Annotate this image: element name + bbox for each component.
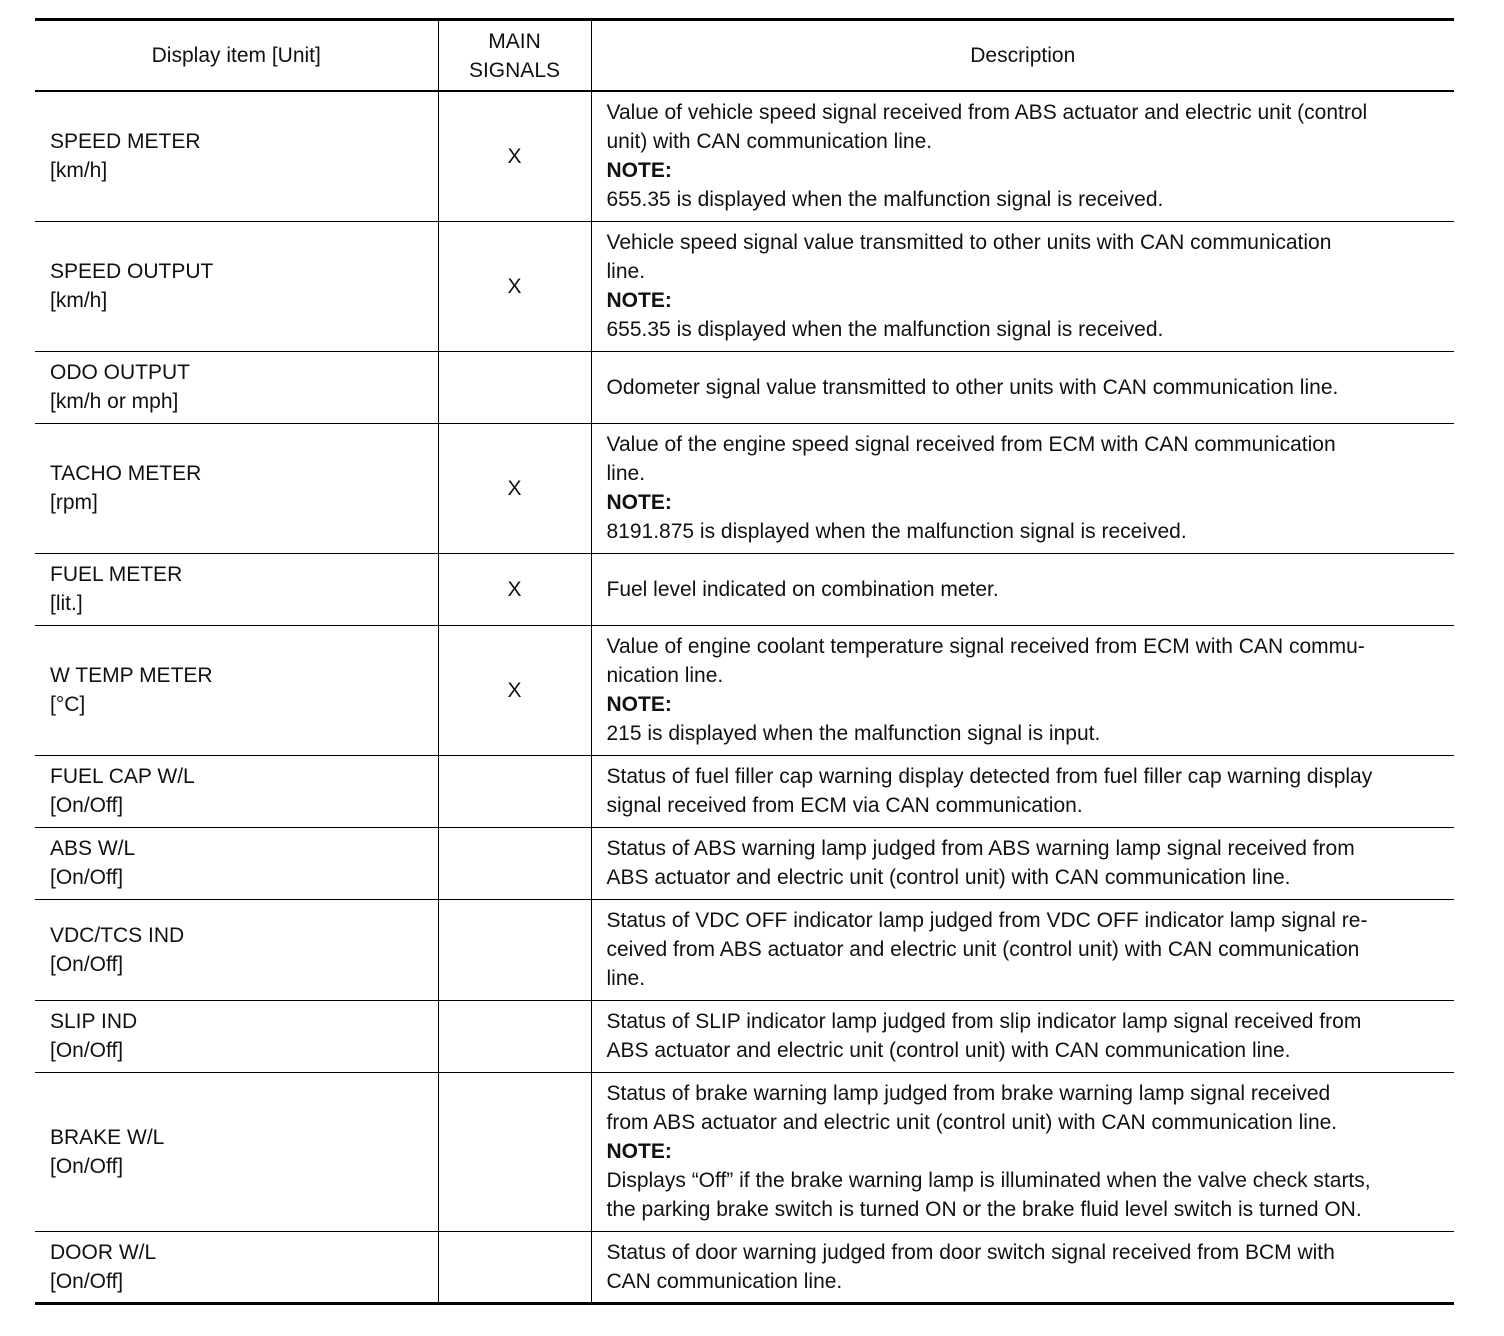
note-label: NOTE: — [606, 491, 672, 514]
signal-table — [35, 18, 1454, 1305]
display-item-cell — [35, 625, 438, 755]
note-line: Displays “Off” if the brake warning lamp is illuminated when the valve check starts, — [606, 1169, 1371, 1192]
description-line: Status of SLIP indicator lamp judged from slip indicator lamp signal received from — [606, 1010, 1362, 1033]
description-cell — [591, 351, 1454, 423]
display-item-cell — [35, 1072, 438, 1231]
table-row — [35, 1000, 1454, 1072]
note-line: 655.35 is displayed when the malfunction signal is received. — [606, 188, 1164, 212]
main-signal-cell — [438, 625, 591, 755]
note-label: NOTE: — [606, 693, 672, 716]
description-cell — [591, 553, 1454, 625]
display-item-cell — [35, 755, 438, 827]
description-line: nication line. — [606, 664, 724, 687]
description-cell — [591, 625, 1454, 755]
description-line: ABS actuator and electric unit (control unit) with CAN communication line. — [606, 866, 1291, 889]
display-item-name: ABS W/L — [50, 837, 136, 860]
table-row — [35, 827, 1454, 899]
description-line: Value of the engine speed signal received from ECM with CAN communication — [606, 433, 1336, 456]
signal-table-wrapper — [35, 18, 1454, 1305]
display-item-name: FUEL METER — [50, 563, 183, 586]
display-item-unit: [On/Off] — [50, 1039, 124, 1062]
description-cell — [591, 91, 1454, 221]
description-line: ceived from ABS actuator and electric unit (control unit) with CAN communication — [606, 938, 1360, 961]
display-item-name: FUEL CAP W/L — [50, 765, 195, 788]
display-item-cell — [35, 423, 438, 553]
main-signal-cell — [438, 423, 591, 553]
display-item-unit: [°C] — [50, 693, 86, 716]
display-item-cell — [35, 1231, 438, 1303]
description-line: Status of ABS warning lamp judged from ABS warning lamp signal received from — [606, 837, 1355, 860]
display-item-unit: [km/h] — [50, 289, 108, 312]
main-signal-cell — [438, 553, 591, 625]
description-line: Status of VDC OFF indicator lamp judged from VDC OFF indicator lamp signal re- — [606, 909, 1368, 932]
header-main-line2: SIGNALS — [468, 58, 561, 82]
display-item-name: SLIP IND — [50, 1010, 138, 1033]
main-signal-cell — [438, 827, 591, 899]
table-row — [35, 1072, 1454, 1231]
main-signal-cell — [438, 899, 591, 1000]
description-cell — [591, 755, 1454, 827]
description-cell — [591, 899, 1454, 1000]
main-signal-mark: X — [507, 678, 522, 702]
display-item-unit: [lit.] — [50, 592, 83, 615]
table-row — [35, 553, 1454, 625]
header-description: Description — [591, 20, 1454, 92]
table-body — [35, 91, 1454, 1303]
description-cell — [591, 1000, 1454, 1072]
description-line: line. — [606, 967, 646, 990]
display-item-name: ODO OUTPUT — [50, 361, 190, 384]
main-signal-mark: X — [507, 577, 522, 601]
description-line: Odometer signal value transmitted to other units with CAN communication line. — [606, 375, 1339, 399]
table-row — [35, 221, 1454, 351]
display-item-name: SPEED METER — [50, 130, 201, 154]
description-line: Value of engine coolant temperature signal received from ECM with CAN commu- — [606, 635, 1365, 658]
table-row — [35, 423, 1454, 553]
description-cell — [591, 221, 1454, 351]
note-label: NOTE: — [606, 1140, 672, 1163]
description-line: line. — [606, 462, 646, 485]
description-line: CAN communication line. — [606, 1269, 843, 1293]
display-item-name: DOOR W/L — [50, 1240, 157, 1264]
display-item-unit: [On/Off] — [50, 794, 124, 817]
display-item-name: VDC/TCS IND — [50, 923, 185, 947]
main-signal-cell — [438, 351, 591, 423]
description-line: Fuel level indicated on combination meter. — [606, 577, 999, 601]
display-item-name: BRAKE W/L — [50, 1125, 165, 1149]
table-row — [35, 899, 1454, 1000]
display-item-unit: [km/h] — [50, 159, 108, 183]
description-line: unit) with CAN communication line. — [606, 130, 933, 154]
description-line: Value of vehicle speed signal received from ABS actuator and electric unit (control — [606, 101, 1368, 125]
display-item-cell — [35, 899, 438, 1000]
display-item-name: SPEED OUTPUT — [50, 260, 214, 283]
main-signal-cell — [438, 755, 591, 827]
note-label: NOTE: — [606, 159, 672, 183]
description-line: Status of fuel filler cap warning display detected from fuel filler cap warning display — [606, 765, 1373, 788]
display-item-cell — [35, 91, 438, 221]
table-row — [35, 91, 1454, 221]
display-item-unit: [On/Off] — [50, 1269, 124, 1293]
description-cell — [591, 1072, 1454, 1231]
description-line: from ABS actuator and electric unit (control unit) with CAN communication line. — [606, 1111, 1338, 1134]
description-line: Status of brake warning lamp judged from brake warning lamp signal received — [606, 1082, 1331, 1105]
description-line: Status of door warning judged from door switch signal received from BCM with — [606, 1240, 1335, 1264]
table-row — [35, 755, 1454, 827]
description-cell — [591, 827, 1454, 899]
description-line: line. — [606, 260, 646, 283]
display-item-cell — [35, 351, 438, 423]
table-row — [35, 351, 1454, 423]
display-item-unit: [On/Off] — [50, 1154, 124, 1178]
display-item-cell — [35, 553, 438, 625]
description-line: Vehicle speed signal value transmitted to other units with CAN communication — [606, 231, 1332, 254]
note-line: 8191.875 is displayed when the malfunction signal is received. — [606, 520, 1187, 543]
main-signal-mark: X — [507, 476, 522, 500]
main-signal-cell — [438, 1000, 591, 1072]
display-item-cell — [35, 221, 438, 351]
display-item-name: TACHO METER — [50, 462, 202, 485]
display-item-unit: [rpm] — [50, 491, 98, 514]
display-item-name: W TEMP METER — [50, 664, 213, 687]
display-item-cell — [35, 1000, 438, 1072]
display-item-unit: [On/Off] — [50, 952, 124, 976]
main-signal-mark: X — [507, 144, 522, 168]
description-cell — [591, 1231, 1454, 1303]
display-item-cell — [35, 827, 438, 899]
main-signal-cell — [438, 1231, 591, 1303]
main-signal-mark: X — [507, 274, 522, 298]
table-row — [35, 625, 1454, 755]
note-line: the parking brake switch is turned ON or the brake fluid level switch is turned ON. — [606, 1198, 1362, 1221]
description-cell — [591, 423, 1454, 553]
note-label: NOTE: — [606, 289, 672, 312]
table-row — [35, 1231, 1454, 1303]
main-signal-cell — [438, 1072, 591, 1231]
header-display-item: Display item [Unit] — [35, 20, 438, 92]
main-signal-cell — [438, 91, 591, 221]
display-item-unit: [On/Off] — [50, 866, 124, 889]
header-main-line1: MAIN — [488, 29, 541, 53]
description-line: ABS actuator and electric unit (control unit) with CAN communication line. — [606, 1039, 1291, 1062]
description-line: signal received from ECM via CAN communication. — [606, 794, 1083, 817]
main-signal-cell — [438, 221, 591, 351]
header-main-signals — [438, 20, 591, 92]
note-line: 655.35 is displayed when the malfunction signal is received. — [606, 318, 1164, 341]
table-header-row — [35, 20, 1454, 92]
display-item-unit: [km/h or mph] — [50, 390, 179, 413]
note-line: 215 is displayed when the malfunction signal is input. — [606, 722, 1101, 745]
